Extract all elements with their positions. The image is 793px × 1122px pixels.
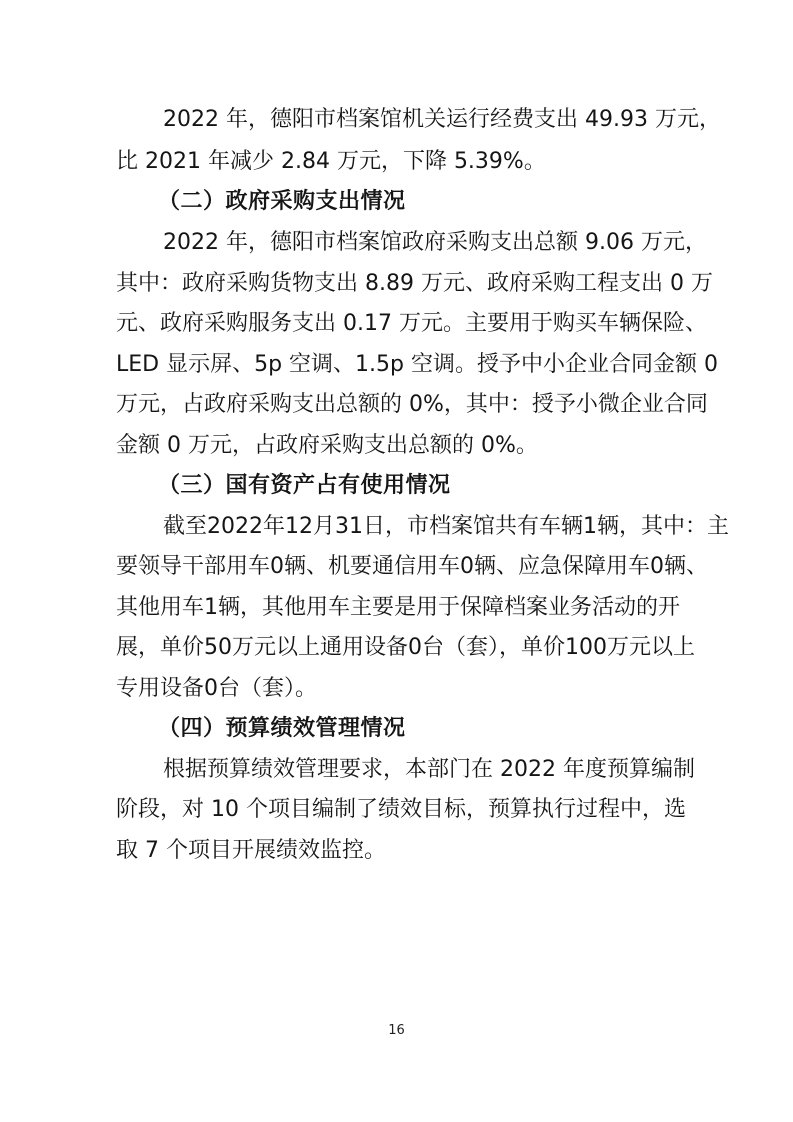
line-text: 2022 年，德阳市档案馆政府采购支出总额 9.06 万元，	[163, 230, 707, 255]
line-text: 取 7 个项目开展绩效监控。	[116, 838, 386, 863]
line-text: （三）国有资产占有使用情况	[158, 473, 451, 498]
line-text: 2022 年，德阳市档案馆机关运行经费支出 49.93 万元，	[163, 107, 721, 132]
line-text: 展，单价50万元以上通用设备0台（套），单价100万元以上	[116, 635, 695, 660]
line-text: 万元，占政府采购支出总额的 0%，其中：授予小微企业合同	[116, 392, 708, 417]
line-text: 要领导干部用车0辆、机要通信用车0辆、应急保障用车0辆、	[116, 554, 708, 579]
line-text: 其他用车1辆，其他用车主要是用于保障档案业务活动的开	[116, 595, 680, 620]
line-text: 截至2022年12月31日，市档案馆共有车辆1辆，其中：主	[163, 514, 729, 539]
line-text: 根据预算绩效管理要求，本部门在 2022 年度预算编制	[163, 757, 695, 782]
line-text: 金额 0 万元，占政府采购支出总额的 0%。	[116, 433, 538, 458]
line-text: 其中：政府采购货物支出 8.89 万元、政府采购工程支出 0 万	[116, 271, 713, 296]
line-text: 元、政府采购服务支出 0.17 万元。主要用于购买车辆保险、	[116, 311, 707, 336]
line-text: 阶段，对 10 个项目编制了绩效目标，预算执行过程中，选	[116, 797, 686, 822]
page-number: 16	[388, 1023, 405, 1038]
line-text: （四）预算绩效管理情况	[158, 716, 406, 741]
line-text: 比 2021 年减少 2.84 万元，下降 5.39%。	[116, 149, 546, 174]
line-text: LED 显示屏、5p 空调、1.5p 空调。授予中小企业合同金额 0	[116, 352, 718, 377]
line-text: 专用设备0台（套）。	[116, 676, 317, 701]
line-text: （二）政府采购支出情况	[158, 189, 406, 214]
